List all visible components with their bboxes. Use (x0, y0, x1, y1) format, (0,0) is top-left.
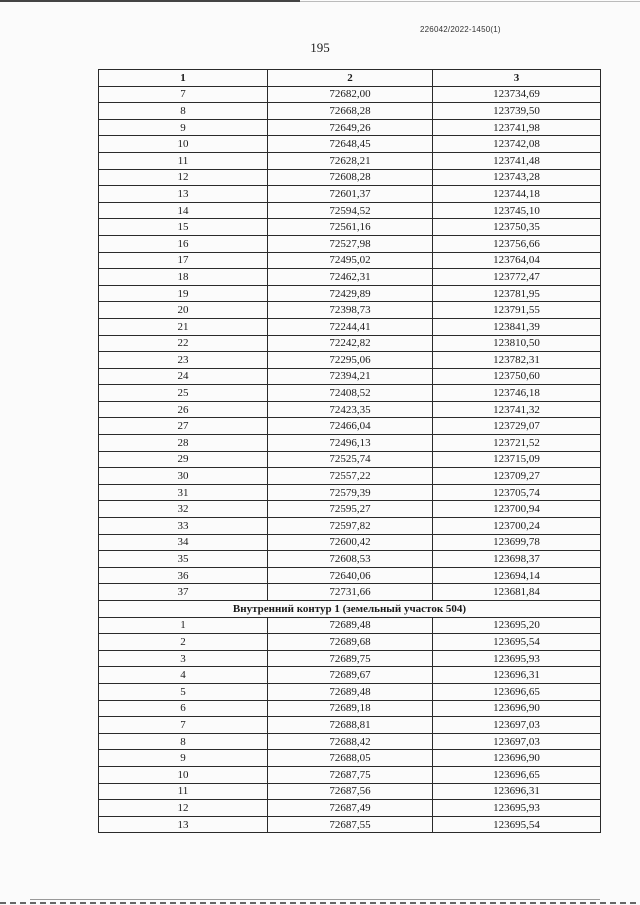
point-number-cell: 29 (99, 451, 268, 468)
point-number-cell: 31 (99, 484, 268, 501)
x-coordinate-cell: 72496,13 (268, 435, 433, 452)
table-row (99, 534, 601, 551)
x-coordinate-cell: 72648,45 (268, 136, 433, 153)
y-coordinate-cell: 123750,60 (433, 368, 601, 385)
y-coordinate-cell: 123745,10 (433, 202, 601, 219)
x-coordinate-cell: 72689,67 (268, 667, 433, 684)
y-coordinate-cell: 123741,32 (433, 401, 601, 418)
table-row (99, 634, 601, 651)
x-coordinate-cell: 72687,75 (268, 766, 433, 783)
page-number: 195 (310, 40, 330, 55)
point-number-cell: 26 (99, 401, 268, 418)
point-number-cell: 1 (99, 617, 268, 634)
point-number-cell: 19 (99, 285, 268, 302)
top-rule (0, 0, 300, 2)
point-number-cell: 15 (99, 219, 268, 236)
table-row (99, 451, 601, 468)
x-coordinate-cell: 72462,31 (268, 269, 433, 286)
y-coordinate-cell: 123696,31 (433, 783, 601, 800)
y-coordinate-cell: 123739,50 (433, 103, 601, 120)
table-row (99, 484, 601, 501)
y-coordinate-cell: 123742,08 (433, 136, 601, 153)
x-coordinate-cell: 72242,82 (268, 335, 433, 352)
y-coordinate-cell: 123729,07 (433, 418, 601, 435)
y-coordinate-cell: 123695,54 (433, 634, 601, 651)
y-coordinate-cell: 123744,18 (433, 186, 601, 203)
x-coordinate-cell: 72579,39 (268, 484, 433, 501)
y-coordinate-cell: 123697,03 (433, 733, 601, 750)
table-row (99, 318, 601, 335)
y-coordinate-cell: 123696,31 (433, 667, 601, 684)
point-number-cell: 10 (99, 136, 268, 153)
point-number-cell: 18 (99, 269, 268, 286)
point-number-cell: 2 (99, 634, 268, 651)
x-coordinate-cell: 72640,06 (268, 567, 433, 584)
bottom-dashed-rule (0, 902, 640, 904)
x-coordinate-cell: 72525,74 (268, 451, 433, 468)
point-number-cell: 34 (99, 534, 268, 551)
point-number-cell: 16 (99, 235, 268, 252)
table-row (99, 136, 601, 153)
y-coordinate-cell: 123772,47 (433, 269, 601, 286)
x-coordinate-cell: 72689,48 (268, 683, 433, 700)
point-number-cell: 17 (99, 252, 268, 269)
x-coordinate-cell: 72608,28 (268, 169, 433, 186)
table-row (99, 302, 601, 319)
table-row (99, 385, 601, 402)
point-number-cell: 20 (99, 302, 268, 319)
y-coordinate-cell: 123782,31 (433, 352, 601, 369)
x-coordinate-cell: 72394,21 (268, 368, 433, 385)
table-row (99, 418, 601, 435)
table-row (99, 683, 601, 700)
x-coordinate-cell: 72628,21 (268, 152, 433, 169)
x-coordinate-cell: 72423,35 (268, 401, 433, 418)
y-coordinate-cell: 123746,18 (433, 385, 601, 402)
y-coordinate-cell: 123696,65 (433, 683, 601, 700)
x-coordinate-cell: 72244,41 (268, 318, 433, 335)
y-coordinate-cell: 123841,39 (433, 318, 601, 335)
table-row (99, 186, 601, 203)
table-row (99, 733, 601, 750)
point-number-cell: 33 (99, 518, 268, 535)
point-number-cell: 6 (99, 700, 268, 717)
x-coordinate-cell: 72689,18 (268, 700, 433, 717)
bottom-rule (30, 899, 600, 900)
table-row (99, 352, 601, 369)
y-coordinate-cell: 123700,94 (433, 501, 601, 518)
y-coordinate-cell: 123699,78 (433, 534, 601, 551)
x-coordinate-cell: 72687,56 (268, 783, 433, 800)
y-coordinate-cell: 123734,69 (433, 86, 601, 103)
y-coordinate-cell: 123698,37 (433, 551, 601, 568)
point-number-cell: 4 (99, 667, 268, 684)
point-number-cell: 36 (99, 567, 268, 584)
x-coordinate-cell: 72597,82 (268, 518, 433, 535)
x-coordinate-cell: 72649,26 (268, 119, 433, 136)
table-row (99, 119, 601, 136)
x-coordinate-cell: 72594,52 (268, 202, 433, 219)
table-row (99, 401, 601, 418)
point-number-cell: 14 (99, 202, 268, 219)
point-number-cell: 11 (99, 783, 268, 800)
point-number-cell: 25 (99, 385, 268, 402)
y-coordinate-cell: 123743,28 (433, 169, 601, 186)
x-coordinate-cell: 72731,66 (268, 584, 433, 601)
x-coordinate-cell: 72687,49 (268, 800, 433, 817)
x-coordinate-cell: 72561,16 (268, 219, 433, 236)
x-coordinate-cell: 72688,05 (268, 750, 433, 767)
point-number-cell: 7 (99, 717, 268, 734)
point-number-cell: 9 (99, 750, 268, 767)
table-row (99, 285, 601, 302)
x-coordinate-cell: 72687,55 (268, 816, 433, 833)
table-row (99, 551, 601, 568)
y-coordinate-cell: 123721,52 (433, 435, 601, 452)
point-number-cell: 12 (99, 169, 268, 186)
table-row (99, 667, 601, 684)
table-row (99, 219, 601, 236)
y-coordinate-cell: 123741,98 (433, 119, 601, 136)
x-coordinate-cell: 72295,06 (268, 352, 433, 369)
table-row (99, 86, 601, 103)
y-coordinate-cell: 123715,09 (433, 451, 601, 468)
table-row (99, 816, 601, 833)
x-coordinate-cell: 72608,53 (268, 551, 433, 568)
point-number-cell: 28 (99, 435, 268, 452)
y-coordinate-cell: 123705,74 (433, 484, 601, 501)
column-header-2: 2 (268, 70, 433, 87)
point-number-cell: 8 (99, 103, 268, 120)
table-row (99, 584, 601, 601)
table-row (99, 650, 601, 667)
x-coordinate-cell: 72429,89 (268, 285, 433, 302)
x-coordinate-cell: 72595,27 (268, 501, 433, 518)
document-id: 226042/2022-1450(1) (420, 25, 501, 34)
x-coordinate-cell: 72682,00 (268, 86, 433, 103)
y-coordinate-cell: 123810,50 (433, 335, 601, 352)
x-coordinate-cell: 72408,52 (268, 385, 433, 402)
x-coordinate-cell: 72689,68 (268, 634, 433, 651)
y-coordinate-cell: 123756,66 (433, 235, 601, 252)
x-coordinate-cell: 72689,75 (268, 650, 433, 667)
coordinates-table (98, 69, 601, 833)
table-row (99, 518, 601, 535)
y-coordinate-cell: 123695,93 (433, 800, 601, 817)
table-row (99, 335, 601, 352)
x-coordinate-cell: 72688,42 (268, 733, 433, 750)
x-coordinate-cell: 72466,04 (268, 418, 433, 435)
table-row (99, 435, 601, 452)
y-coordinate-cell: 123741,48 (433, 152, 601, 169)
y-coordinate-cell: 123750,35 (433, 219, 601, 236)
point-number-cell: 10 (99, 766, 268, 783)
y-coordinate-cell: 123696,90 (433, 700, 601, 717)
x-coordinate-cell: 72557,22 (268, 468, 433, 485)
point-number-cell: 12 (99, 800, 268, 817)
y-coordinate-cell: 123696,65 (433, 766, 601, 783)
point-number-cell: 7 (99, 86, 268, 103)
section-title-row (99, 601, 601, 618)
column-header-1: 1 (99, 70, 268, 87)
y-coordinate-cell: 123764,04 (433, 252, 601, 269)
table-row (99, 717, 601, 734)
point-number-cell: 35 (99, 551, 268, 568)
point-number-cell: 22 (99, 335, 268, 352)
y-coordinate-cell: 123781,95 (433, 285, 601, 302)
coordinates-table-body (99, 70, 601, 833)
table-row (99, 501, 601, 518)
table-row (99, 617, 601, 634)
point-number-cell: 11 (99, 152, 268, 169)
section-title: Внутренний контур 1 (земельный участок 504) (99, 601, 601, 618)
table-row (99, 766, 601, 783)
point-number-cell: 8 (99, 733, 268, 750)
x-coordinate-cell: 72600,42 (268, 534, 433, 551)
top-rule-thin (300, 1, 640, 2)
table-row (99, 169, 601, 186)
table-row (99, 368, 601, 385)
point-number-cell: 21 (99, 318, 268, 335)
y-coordinate-cell: 123697,03 (433, 717, 601, 734)
x-coordinate-cell: 72668,28 (268, 103, 433, 120)
table-header-row (99, 70, 601, 87)
y-coordinate-cell: 123709,27 (433, 468, 601, 485)
point-number-cell: 13 (99, 186, 268, 203)
table-row (99, 468, 601, 485)
point-number-cell: 3 (99, 650, 268, 667)
x-coordinate-cell: 72527,98 (268, 235, 433, 252)
column-header-3: 3 (433, 70, 601, 87)
y-coordinate-cell: 123791,55 (433, 302, 601, 319)
point-number-cell: 27 (99, 418, 268, 435)
table-row (99, 567, 601, 584)
table-row (99, 103, 601, 120)
point-number-cell: 30 (99, 468, 268, 485)
table-row (99, 783, 601, 800)
point-number-cell: 32 (99, 501, 268, 518)
y-coordinate-cell: 123695,93 (433, 650, 601, 667)
point-number-cell: 5 (99, 683, 268, 700)
y-coordinate-cell: 123694,14 (433, 567, 601, 584)
y-coordinate-cell: 123695,20 (433, 617, 601, 634)
table-row (99, 750, 601, 767)
table-row (99, 202, 601, 219)
table-row (99, 235, 601, 252)
x-coordinate-cell: 72398,73 (268, 302, 433, 319)
x-coordinate-cell: 72495,02 (268, 252, 433, 269)
table-row (99, 800, 601, 817)
point-number-cell: 9 (99, 119, 268, 136)
table-row (99, 152, 601, 169)
point-number-cell: 13 (99, 816, 268, 833)
point-number-cell: 24 (99, 368, 268, 385)
table-row (99, 700, 601, 717)
table-row (99, 252, 601, 269)
y-coordinate-cell: 123695,54 (433, 816, 601, 833)
x-coordinate-cell: 72601,37 (268, 186, 433, 203)
y-coordinate-cell: 123696,90 (433, 750, 601, 767)
point-number-cell: 23 (99, 352, 268, 369)
y-coordinate-cell: 123681,84 (433, 584, 601, 601)
point-number-cell: 37 (99, 584, 268, 601)
y-coordinate-cell: 123700,24 (433, 518, 601, 535)
x-coordinate-cell: 72689,48 (268, 617, 433, 634)
x-coordinate-cell: 72688,81 (268, 717, 433, 734)
table-row (99, 269, 601, 286)
